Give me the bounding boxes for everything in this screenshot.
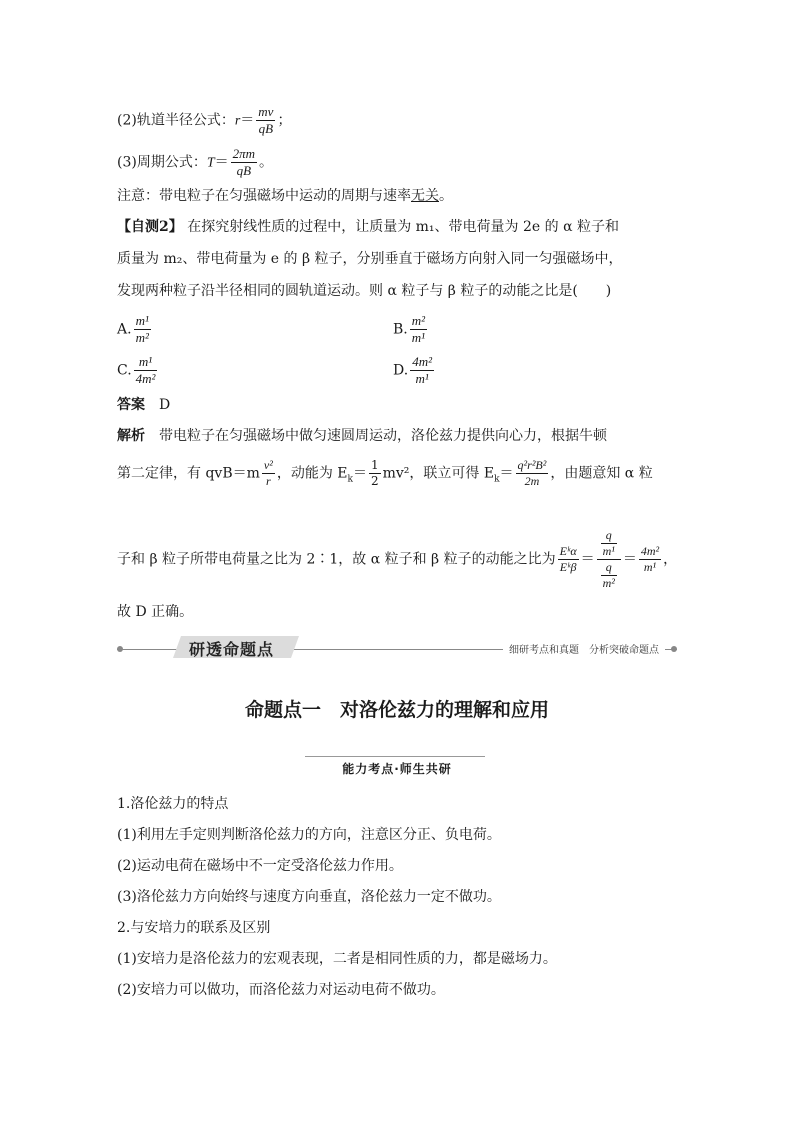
period-suffix: 。 bbox=[259, 154, 274, 171]
divider-end-dot bbox=[671, 646, 677, 652]
period-symbol: T bbox=[206, 155, 215, 171]
m1-den: m¹ bbox=[602, 544, 615, 558]
question-line-1 bbox=[117, 218, 619, 236]
analysis-text-3-end: ， bbox=[663, 551, 678, 568]
option-c-fraction bbox=[134, 354, 158, 387]
period-numerator: 2πm bbox=[232, 146, 256, 161]
radius-numerator: mv bbox=[258, 104, 274, 119]
option-a-label: A. bbox=[117, 321, 132, 338]
option-b bbox=[393, 313, 429, 346]
body-line-1: 1.洛伦兹力的特点 bbox=[117, 796, 229, 812]
ek-ratio-fraction bbox=[558, 544, 579, 575]
v2-num: v² bbox=[263, 458, 273, 472]
body-line-5: 2.与安培力的联系及区别 bbox=[117, 920, 271, 936]
q-over-m1 bbox=[601, 528, 617, 559]
half-fraction bbox=[369, 458, 381, 489]
radius-formula: (2)轨道半径公式：r＝ $\frac{mv}{qB}$ ； bbox=[117, 104, 292, 136]
section-divider bbox=[117, 636, 677, 662]
analysis-text-2d: mv²，联立可得 E bbox=[382, 465, 495, 482]
charge-mass-ratio-fraction bbox=[597, 528, 621, 591]
v2-den: r bbox=[266, 474, 271, 488]
subheading-rule bbox=[305, 756, 485, 757]
note-text: 注意：带电粒子在匀强磁场中运动的周期与速率 bbox=[117, 188, 411, 204]
radius-formula-label: (2)轨道半径公式： bbox=[117, 112, 235, 129]
ek-subscript-1: k bbox=[347, 474, 353, 485]
period-fraction bbox=[231, 146, 257, 179]
option-d-label: D. bbox=[393, 362, 409, 379]
body-line-2: (1)利用左手定则判断洛伦兹力的方向，注意区分正、负电荷。 bbox=[117, 827, 501, 843]
note-suffix: 。 bbox=[439, 188, 453, 204]
question-text-1: 在探究射线性质的过程中，让质量为 m₁、带电荷量为 2e 的 α 粒子和 bbox=[187, 219, 619, 235]
ratio-num: Eᵏα bbox=[559, 544, 577, 558]
analysis-line-2 bbox=[117, 458, 653, 489]
option-b-label: B. bbox=[393, 321, 408, 338]
option-b-fraction bbox=[410, 313, 427, 346]
option-c-label: C. bbox=[117, 362, 132, 379]
topic-heading: 命题点一 对洛伦兹力的理解和应用 bbox=[244, 699, 549, 721]
result-den: m¹ bbox=[643, 560, 657, 574]
option-d bbox=[393, 354, 436, 387]
option-a-den: m² bbox=[135, 330, 149, 345]
radius-symbol: r bbox=[234, 113, 241, 129]
ek-subscript-2: k bbox=[494, 474, 500, 485]
question-line-3 bbox=[117, 282, 611, 300]
m2-den: m² bbox=[602, 576, 615, 590]
option-d-num: 4m² bbox=[412, 354, 432, 369]
option-d-den: m¹ bbox=[415, 371, 429, 386]
answer-label: 答案 bbox=[117, 397, 145, 413]
period-formula-label: (3)周期公式： bbox=[117, 154, 207, 171]
section-tag: 研透命题点 bbox=[189, 640, 275, 659]
half-num: 1 bbox=[370, 458, 379, 472]
radius-denominator: qB bbox=[258, 121, 274, 136]
analysis-text-2c: ＝ bbox=[352, 465, 367, 482]
radius-fraction bbox=[256, 104, 275, 137]
ek-fraction bbox=[516, 458, 549, 489]
option-c bbox=[117, 354, 159, 387]
period-denominator: qB bbox=[236, 163, 252, 178]
analysis-label: 解析 bbox=[117, 428, 145, 444]
q-num-1: q bbox=[605, 528, 612, 542]
analysis-text-2e: ＝ bbox=[499, 465, 514, 482]
topic-subheading: 能力考点·师生共研 bbox=[342, 762, 452, 776]
question-tag: 【自测2】 bbox=[117, 219, 183, 235]
note-underlined: 无关 bbox=[411, 188, 439, 204]
analysis-line-1 bbox=[117, 427, 607, 445]
analysis-line-4 bbox=[117, 603, 193, 621]
body-line-6: (1)安培力是洛伦兹力的宏观表现，二者是相同性质的力，都是磁场力。 bbox=[117, 951, 557, 967]
v2-over-r-fraction bbox=[262, 458, 275, 489]
analysis-text-2f: ，由题意知 α 粒 bbox=[550, 465, 653, 482]
ek-den: 2m bbox=[524, 474, 540, 488]
option-c-den: 4m² bbox=[135, 371, 156, 386]
divider-start-dot bbox=[117, 646, 123, 652]
option-a-num: m¹ bbox=[135, 313, 149, 328]
ek-num: q²r²B² bbox=[517, 458, 547, 472]
analysis-text-1: 带电粒子在匀强磁场中做匀速圆周运动，洛伦兹力提供向心力，根据牛顿 bbox=[159, 428, 607, 444]
analysis-line-3: 子和 β 粒子所带电荷量之比为 2∶1，故 α 粒子和 β 粒子的动能之比为 $\frac{\text{Eᵏα}}{\text{Eᵏβ}}$ ＝ $\frac{\frac{q}{\text{m¹}}}{\frac{q}{\text{m²}}}$ ＝ $\frac{\text{4m²}}{\text{m¹}}$ ， bbox=[117, 528, 678, 590]
q-num-2: q bbox=[605, 560, 612, 574]
period-formula: (3)周期公式：T＝ $\frac{2\pi m}{qB}$ 。 bbox=[117, 146, 274, 178]
q-over-m2 bbox=[601, 560, 617, 591]
question-text-2: 质量为 m₂、带电荷量为 e 的 β 粒子，分别垂直于磁场方向射入同一匀强磁场中， bbox=[117, 251, 623, 267]
body-line-7: (2)安培力可以做功，而洛伦兹力对运动电荷不做功。 bbox=[117, 982, 445, 998]
body-line-3: (2)运动电荷在磁场中不一定受洛伦兹力作用。 bbox=[117, 858, 403, 874]
body-line-4: (3)洛伦兹力方向始终与速度方向垂直，洛伦兹力一定不做功。 bbox=[117, 889, 501, 905]
option-a-fraction bbox=[134, 313, 151, 346]
analysis-text-3a: 子和 β 粒子所带电荷量之比为 2∶1，故 α 粒子和 β 粒子的动能之比为 bbox=[117, 551, 556, 568]
radius-suffix: ； bbox=[277, 112, 292, 129]
question-text-3: 发现两种粒子沿半径相同的圆轨道运动。则 α 粒子与 β 粒子的动能之比是( ) bbox=[117, 283, 612, 299]
analysis-text-2b: ，动能为 E bbox=[276, 465, 348, 482]
question-line-2 bbox=[117, 250, 623, 268]
note bbox=[117, 187, 453, 205]
option-d-fraction bbox=[410, 354, 434, 387]
analysis-text-2a: 第二定律，有 qvB＝m bbox=[117, 465, 260, 482]
result-num: 4m² bbox=[640, 544, 660, 558]
option-c-num: m¹ bbox=[138, 354, 153, 369]
option-a bbox=[117, 313, 153, 346]
half-den: 2 bbox=[370, 474, 379, 488]
answer bbox=[117, 396, 170, 414]
result-fraction bbox=[639, 544, 661, 575]
option-b-den: m¹ bbox=[411, 330, 426, 345]
section-subtitle: 细研考点和真题 分析突破命题点 bbox=[503, 641, 665, 656]
ratio-den: Eᵏβ bbox=[559, 560, 577, 574]
answer-value: D bbox=[159, 397, 171, 413]
option-b-num: m² bbox=[411, 313, 426, 328]
analysis-text-4: 故 D 正确。 bbox=[117, 604, 194, 620]
